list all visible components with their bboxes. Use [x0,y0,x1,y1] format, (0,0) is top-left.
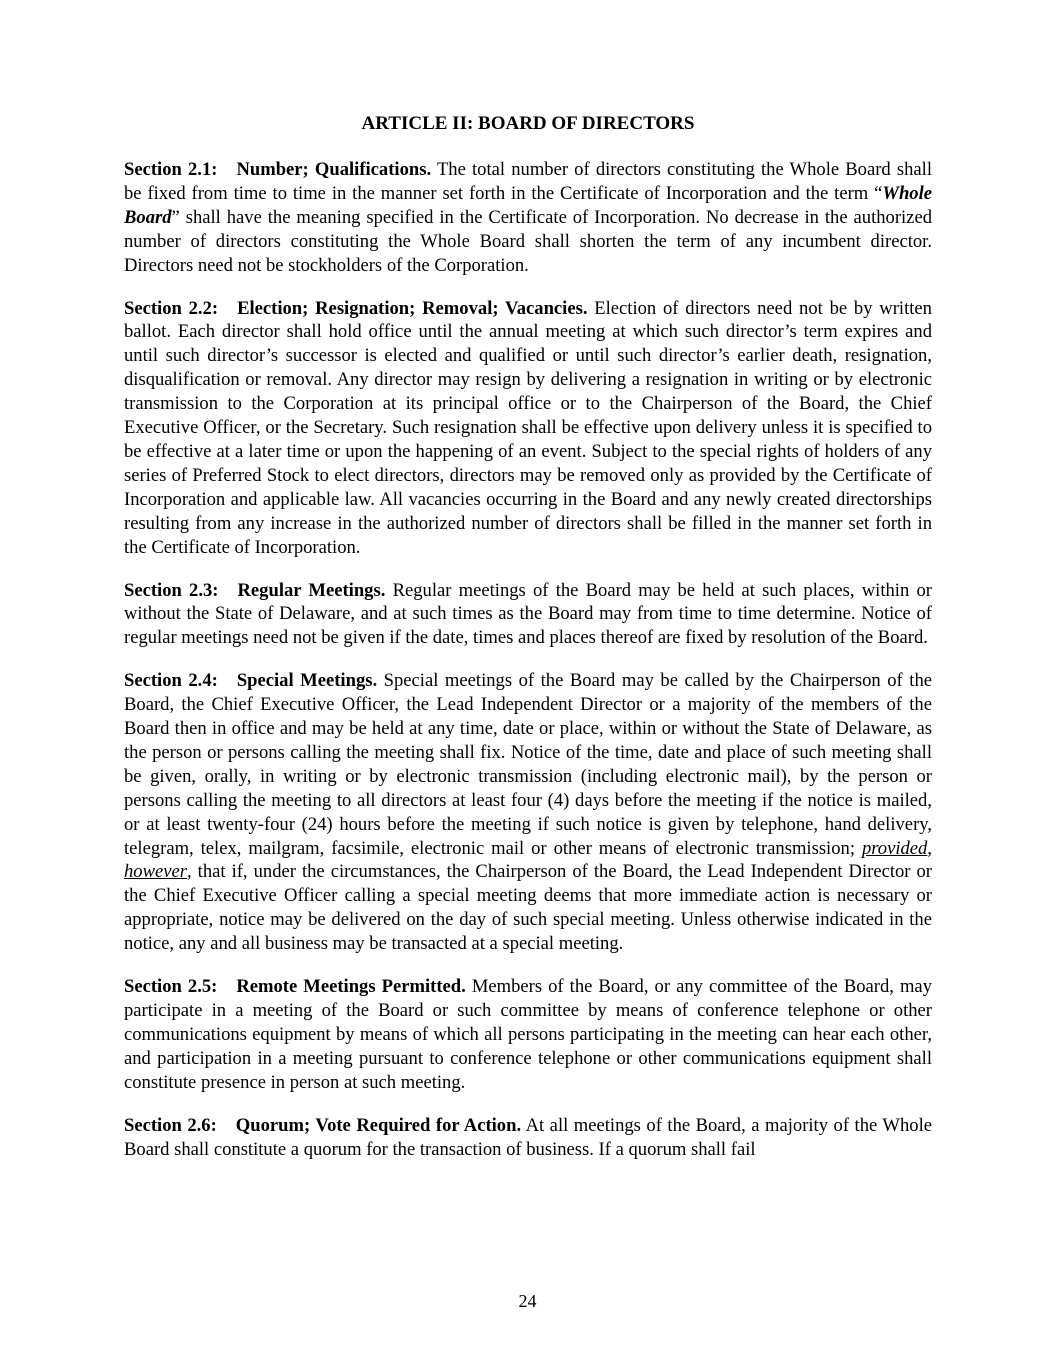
section-number: Section 2.6: [124,1114,217,1136]
document-page [124,112,932,1180]
section-title: Number; Qualifications. [236,159,432,180]
section-title: Election; Resignation; Removal; Vacancies. [237,297,588,319]
section-text: Election of directors need not be by written ballot. Each director shall hold office until the annual meeting at which such director’s term expires and until such director’s successor is elected and qualified or until such director’s earlier death, resignation, disqualification or removal. Any director may resign by delivering a resignation in writing or by electronic transmission to the Corporation at its principal office or to the Chairperson of the Board, the Chief Executive Officer, or the Secretary. Such resignation shall be effective upon delivery unless it is specified to be effective at a later time or upon the happening of an event. Subject to the special rights of holders of any series of Preferred Stock to elect directors, directors may be removed only as provided by the Certificate of Incorporation and applicable law. All vacancies occurring in the Board and any newly created directorships resulting from any increase in the authorized number of directors shall be filled in the manner set forth in the Certificate of Incorporation. [124,297,932,558]
section-title: Special Meetings. [236,670,378,692]
section-text: , that if, under the circumstances, the Chairperson of the Board, the Lead Independent Director or the Chief Executive Officer calling a special meeting deems that more immediate action is necessary or appropriate, notice may be delivered on the day of such special meeting. Unless otherwise indicated in the notice, any and all business may be transacted at a special meeting. [124,861,932,955]
page-number: 24 [518,1291,537,1311]
section-title: Quorum; Vote Required for Action. [235,1114,522,1136]
section-2-6 [124,1114,932,1162]
section-number: Section 2.5: [124,976,218,998]
section-text: Special meetings of the Board may be called by the Chairperson of the Board, the Chief Executive Officer, the Lead Independent Director or a majority of the members of the Board then in office and may be held at any time, date or place, within or without the State of Delaware, as the person or persons calling the meeting shall fix. Notice of the time, date and place of such meeting shall be given, orally, in writing or by electronic transmission (including electronic mail), by the person or persons calling the meeting to all directors at least four (4) days before the meeting if the notice is mailed, or at least twenty-four (24) hours before the meeting if such notice is given by telephone, hand delivery, telegram, telex, mailgram, facsimile, electronic mail or other means of electronic transmission; [124,670,932,859]
section-number: Section 2.1: [124,159,218,180]
proviso-term: provided [861,837,928,859]
section-text: ” shall have the meaning specified in the Certificate of Incorporation. No decrease in the authorized number of directors constituting the Whole Board shall shorten the term of any incumbent director. Directors need not be stockholders of the Corporation. [124,206,932,276]
section-text: At all meetings of the Board, a majority of the Whole Board shall constitute a quorum for the transaction of business. If a quorum shall fail [124,1114,932,1160]
section-title: Remote Meetings Permitted. [236,976,466,998]
section-number: Section 2.2: [124,297,219,319]
section-2-4 [124,669,932,956]
section-2-5 [124,975,932,1095]
defined-term: Whole Board [124,182,932,228]
proviso-term: however [124,861,187,883]
section-number: Section 2.3: [124,579,219,601]
section-2-2 [124,297,932,560]
article-title: ARTICLE II: BOARD OF DIRECTORS [361,113,695,134]
section-text: The total number of directors constituting the Whole Board shall be fixed from time to time in the manner set forth in the Certificate of Incorporation and the term “ [124,159,932,204]
section-2-1 [124,158,932,278]
section-text: , [927,837,932,859]
section-title: Regular Meetings. [237,579,386,601]
section-2-3 [124,579,932,651]
section-number: Section 2.4: [124,670,218,692]
section-text: Members of the Board, or any committee of the Board, may participate in a meeting of the Board or such committee by means of conference telephone or other communications equipment by means of which all persons participating in the meeting can hear each other, and participation in a meeting pursuant to conference telephone or other communications equipment shall constitute presence in person at such meeting. [124,976,932,1093]
section-text: Regular meetings of the Board may be held at such places, within or without the State of Delaware, and at such times as the Board may from time to time determine. Notice of regular meetings need not be given if the date, times and places thereof are fixed by resolution of the Board. [124,579,932,649]
